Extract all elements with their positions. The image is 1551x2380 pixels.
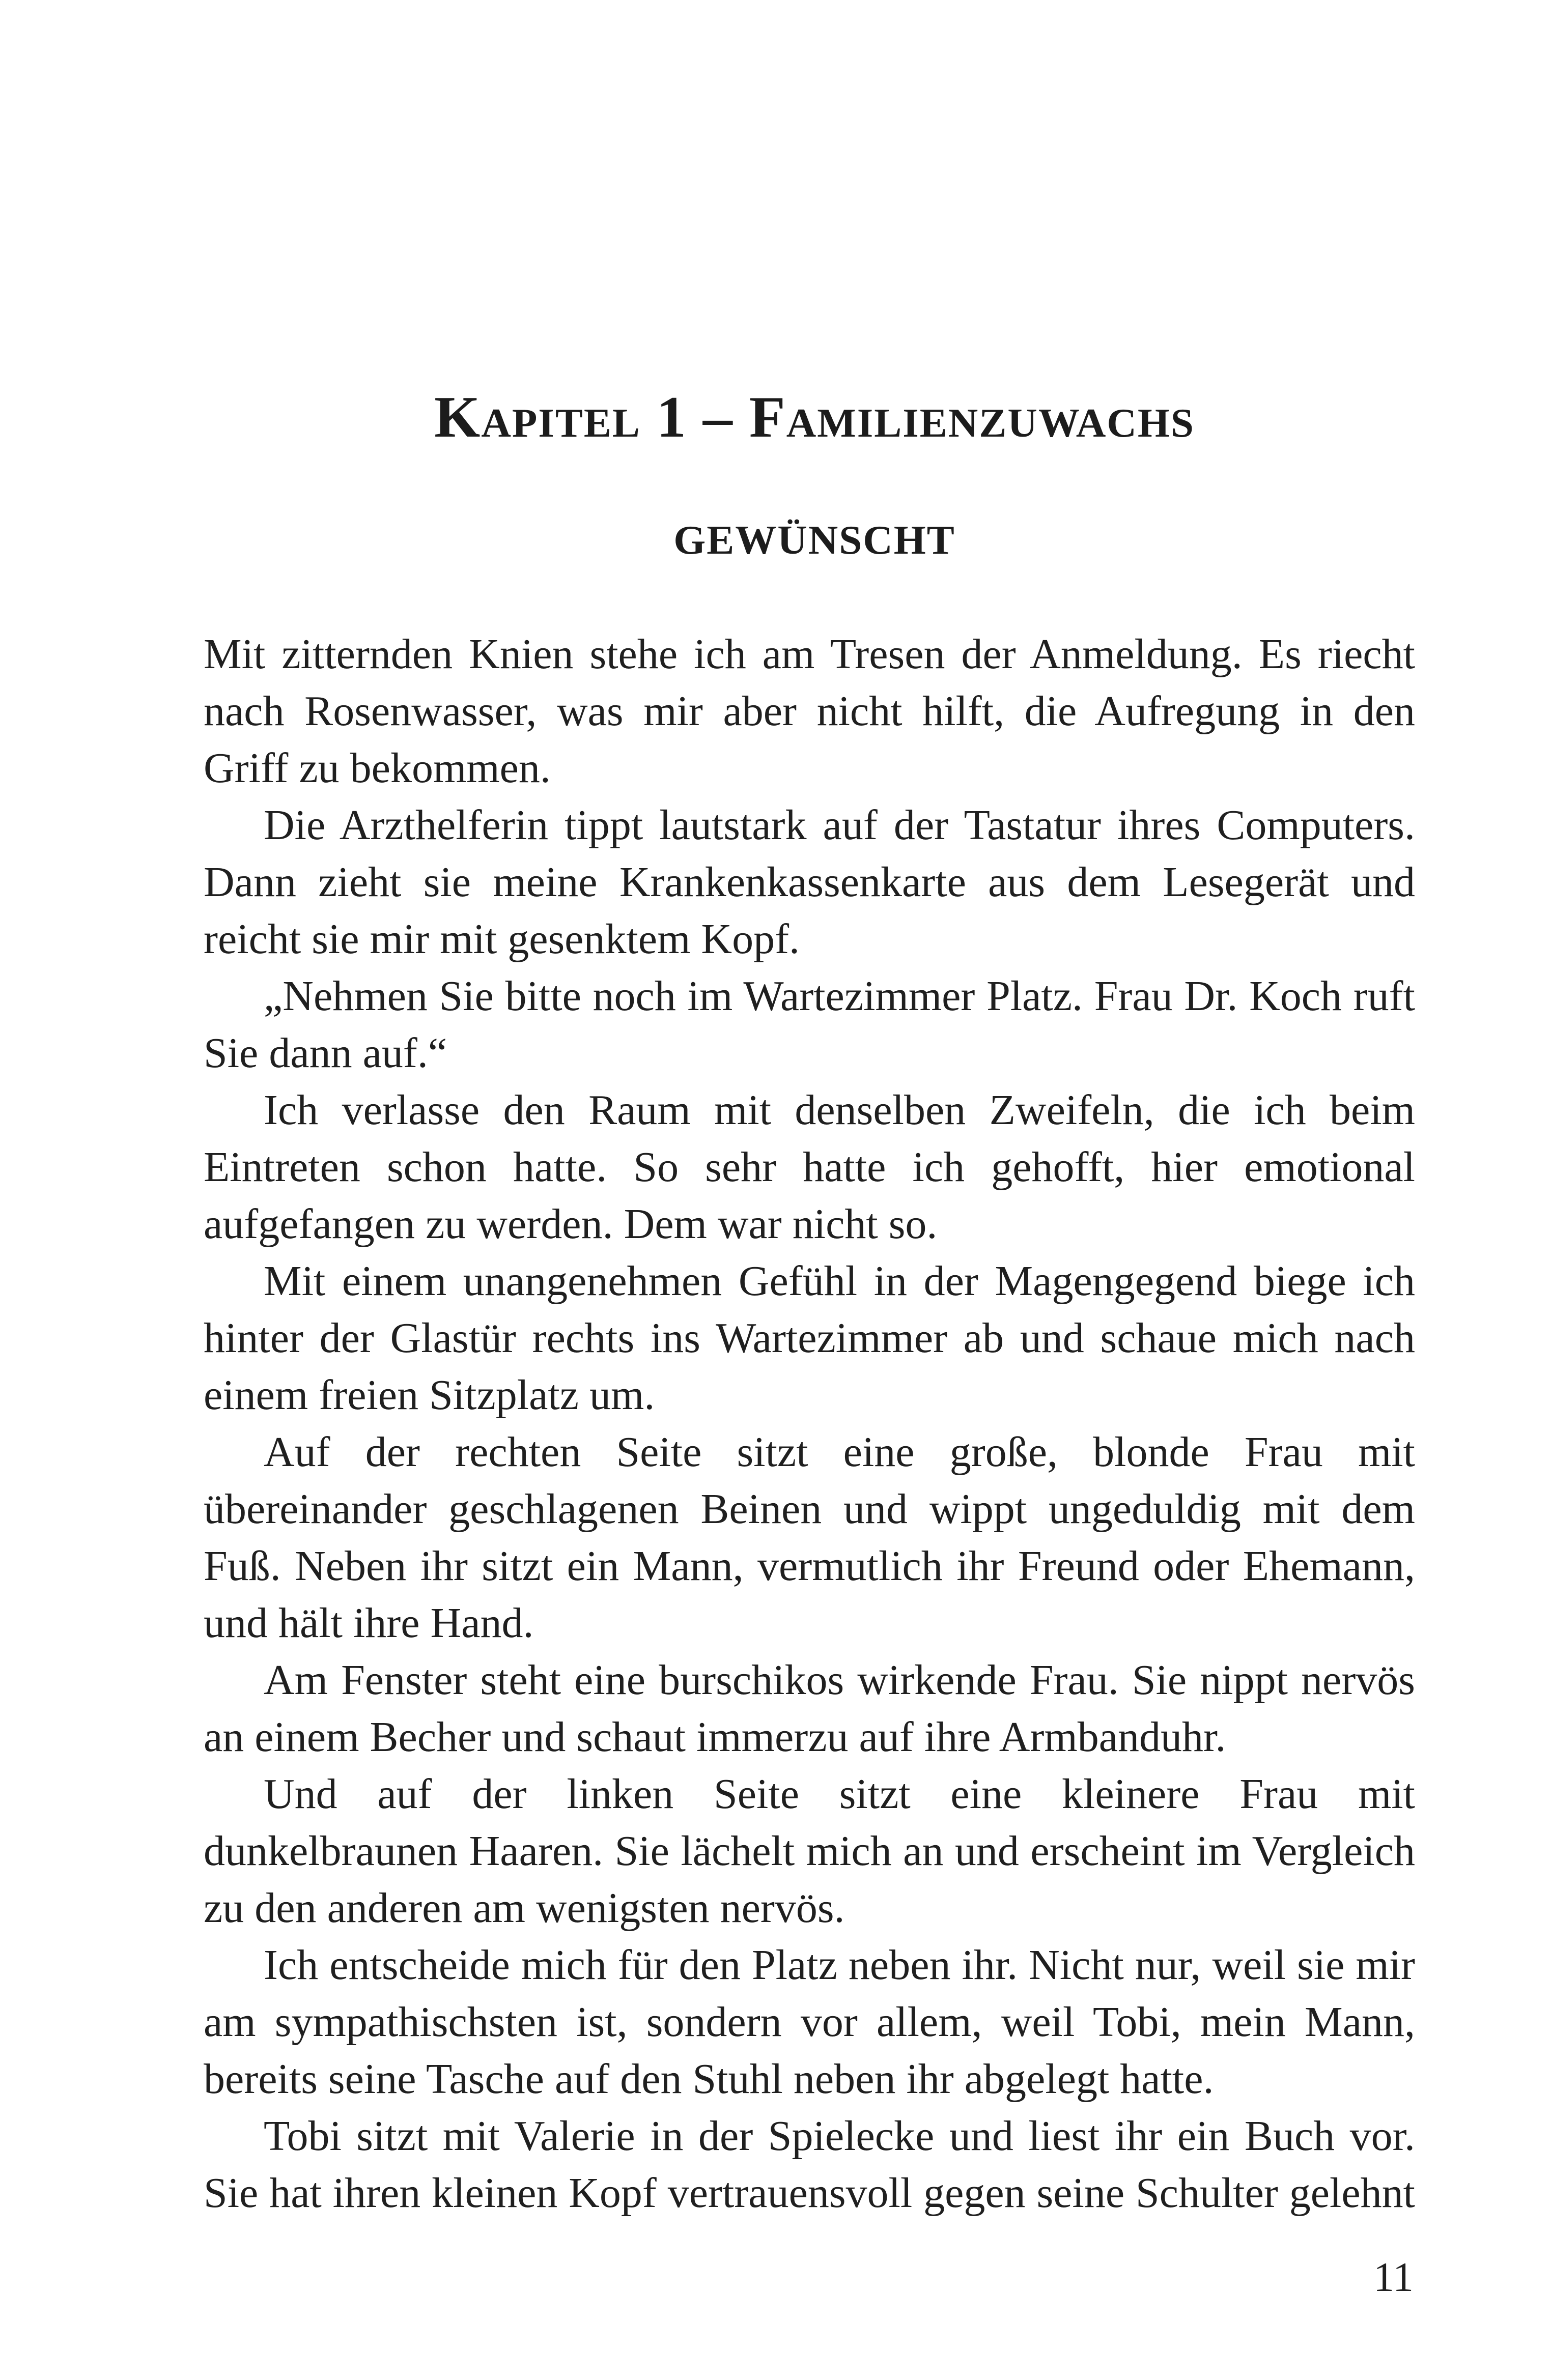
paragraph: Tobi sitzt mit Valerie in der Spielecke und liest ihr ein Buch vor. Sie hat ihren kleinen Kopf vertrauensvoll gegen seine Schulter gelehnt — [204, 2112, 1415, 2217]
chapter-title-line-1: Kapitel 1 – Familienzuwachs — [434, 385, 1195, 450]
page-number: 11 — [1373, 2254, 1414, 2300]
paragraph: „Nehmen Sie bitte noch im Wartezimmer Platz. Frau Dr. Koch ruft Sie dann auf.“ — [204, 972, 1415, 1077]
paragraph: Die Arzthelferin tippt lautstark auf der Tastatur ihres Computers. Dann zieht sie meine Krankenkassenkarte aus dem Lesegerät und reicht sie mir mit gesenktem Kopf. — [204, 801, 1415, 963]
paragraph: Ich verlasse den Raum mit denselben Zweifeln, die ich beim Eintreten schon hatte. So sehr hatte ich gehofft, hier emotional aufgefangen zu werden. Dem war nicht so. — [204, 1086, 1415, 1248]
paragraph: Am Fenster steht eine burschikos wirkende Frau. Sie nippt nervös an einem Becher und schaut immerzu auf ihre Armbanduhr. — [204, 1656, 1415, 1761]
chapter-title-line-2: gewünscht — [673, 502, 955, 567]
paragraph: Und auf der linken Seite sitzt eine kleinere Frau mit dunkelbraunen Haaren. Sie lächelt mich an und erscheint im Vergleich zu den anderen am wenigsten nervös. — [204, 1770, 1415, 1932]
chapter-body — [204, 626, 1415, 2222]
paragraph: Mit einem unangenehmen Gefühl in der Magengegend biege ich hinter der Glastür rechts ins Wartezimmer ab und schaue mich nach einem freien Sitzplatz um. — [204, 1257, 1415, 1419]
paragraph: Mit zitternden Knien stehe ich am Tresen der Anmeldung. Es riecht nach Rosenwasser, was mir aber nicht hilft, die Aufregung in den Griff zu bekommen. — [204, 630, 1415, 792]
paragraph: Ich entscheide mich für den Platz neben ihr. Nicht nur, weil sie mir am sympathischsten ist, sondern vor allem, weil Tobi, mein Mann, bereits seine Tasche auf den Stuhl neben ihr abgelegt hatte. — [204, 1941, 1415, 2103]
paragraph: Auf der rechten Seite sitzt eine große, blonde Frau mit übereinander geschlagenen Beinen und wippt ungeduldig mit dem Fuß. Neben ihr sitzt ein Mann, vermutlich ihr Freund oder Ehemann, und hält ihre Hand. — [204, 1428, 1415, 1647]
